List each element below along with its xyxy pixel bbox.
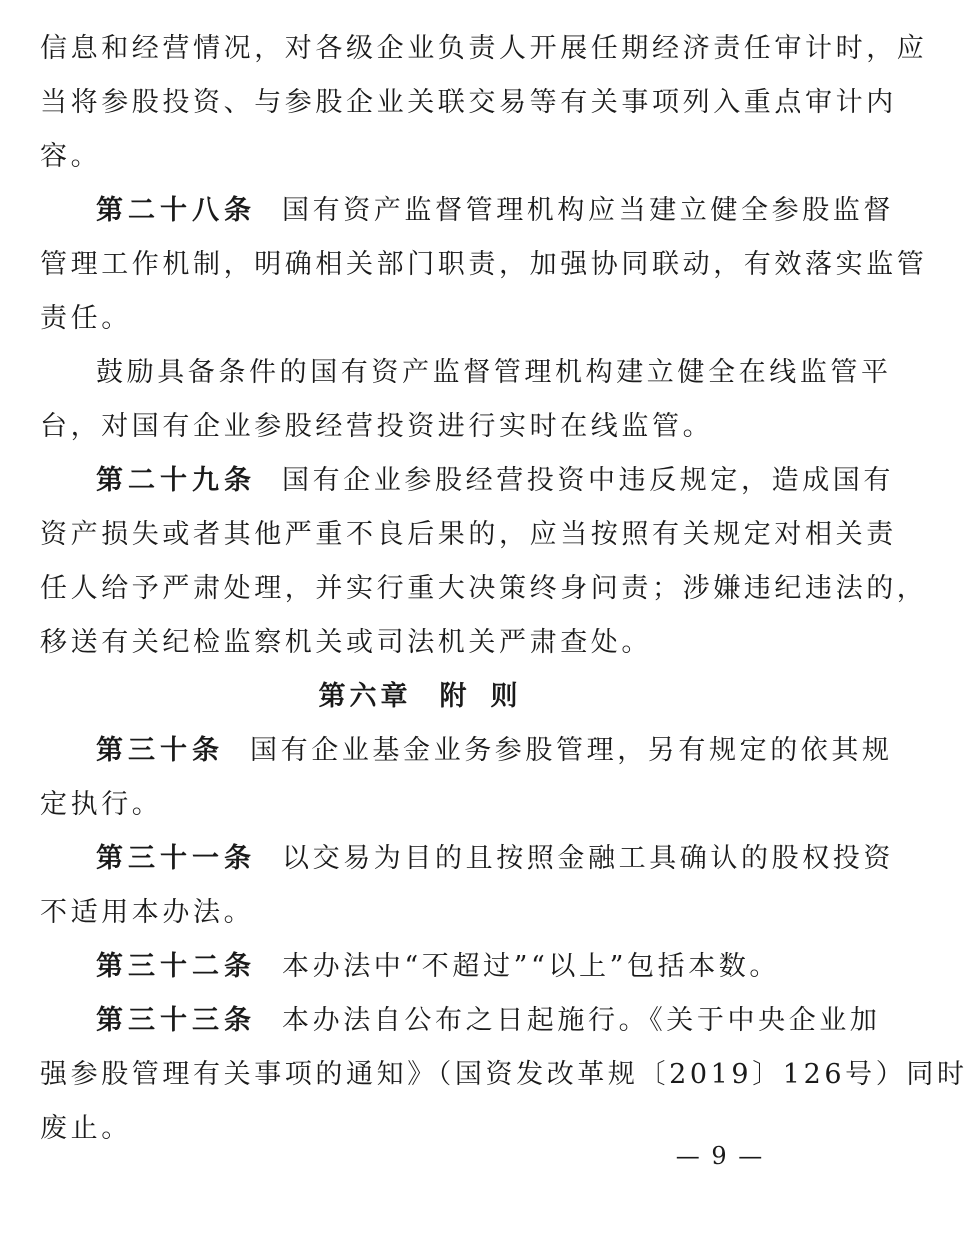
line-text: 移送有关纪检监察机关或司法机关严肃查处。 — [40, 627, 652, 658]
article-number: 第三十条 — [96, 735, 224, 766]
line-text: 资产损失或者其他严重不良后果的，应当按照有关规定对相关责 — [40, 519, 897, 550]
line-text: 台，对国有企业参股经营投资进行实时在线监管。 — [40, 411, 714, 442]
line-text: 责任。 — [40, 303, 132, 334]
paragraph-line — [40, 292, 800, 346]
line-text: 信息和经营情况，对各级企业负责人开展任期经济责任审计时，应 — [40, 33, 928, 64]
line-text: 管理工作机制，明确相关部门职责，加强协同联动，有效落实监管 — [40, 249, 928, 280]
article-paragraph-line — [40, 724, 893, 778]
line-text: 当将参股投资、与参股企业关联交易等有关事项列入重点审计内 — [40, 87, 897, 118]
document-body — [40, 22, 968, 1156]
text-block-1 — [40, 22, 928, 670]
line-text: 任人给予严肃处理，并实行重大决策终身问责；涉嫌违纪违法的， — [40, 573, 928, 604]
article-paragraph-line — [40, 940, 800, 994]
paragraph-line — [40, 346, 892, 400]
paragraph-line — [40, 400, 800, 454]
line-text: 本办法自公布之日起施行。《关于中央企业加 — [282, 1005, 881, 1036]
article-paragraph-line — [40, 184, 894, 238]
text-block-2 — [40, 724, 968, 1156]
paragraph-line — [40, 508, 897, 562]
line-text: 国有资产监督管理机构应当建立健全参股监督 — [282, 195, 894, 226]
article-number: 第三十二条 — [96, 951, 256, 982]
line-text: 不适用本办法。 — [40, 897, 255, 928]
line-text: 以交易为目的且按照金融工具确认的股权投资 — [282, 843, 894, 874]
chapter-heading — [40, 670, 800, 724]
article-number: 第三十三条 — [96, 1005, 256, 1036]
chapter-number: 第六章 — [318, 681, 412, 712]
article-paragraph-line — [40, 832, 894, 886]
chapter-title-part2: 则 — [490, 681, 522, 712]
paragraph-line — [40, 562, 928, 616]
line-text: 强参股管理有关事项的通知》（国资发改革规〔2019〕126号）同时 — [40, 1059, 968, 1090]
page-number: — 9 — — [675, 1142, 765, 1170]
line-text: 定执行。 — [40, 789, 163, 820]
line-text: 本办法中“不超过”“以上”包括本数。 — [282, 951, 781, 982]
chapter-title-part1: 附 — [439, 681, 471, 712]
article-number: 第三十一条 — [96, 843, 256, 874]
paragraph-line — [40, 76, 897, 130]
line-text: 国有企业基金业务参股管理，另有规定的依其规 — [250, 735, 893, 766]
article-paragraph-line — [40, 994, 881, 1048]
article-paragraph-line — [40, 454, 894, 508]
paragraph-line — [40, 22, 928, 76]
paragraph-line — [40, 778, 800, 832]
paragraph-line — [40, 886, 800, 940]
paragraph-line — [40, 1048, 968, 1102]
paragraph-line — [40, 616, 800, 670]
article-number: 第二十八条 — [96, 195, 256, 226]
line-text: 鼓励具备条件的国有资产监督管理机构建立健全在线监管平 — [96, 357, 892, 388]
line-text: 废止。 — [40, 1113, 132, 1144]
paragraph-line — [40, 130, 800, 184]
article-number: 第二十九条 — [96, 465, 256, 496]
line-text: 国有企业参股经营投资中违反规定，造成国有 — [282, 465, 894, 496]
paragraph-line — [40, 238, 928, 292]
line-text: 容。 — [40, 141, 102, 172]
